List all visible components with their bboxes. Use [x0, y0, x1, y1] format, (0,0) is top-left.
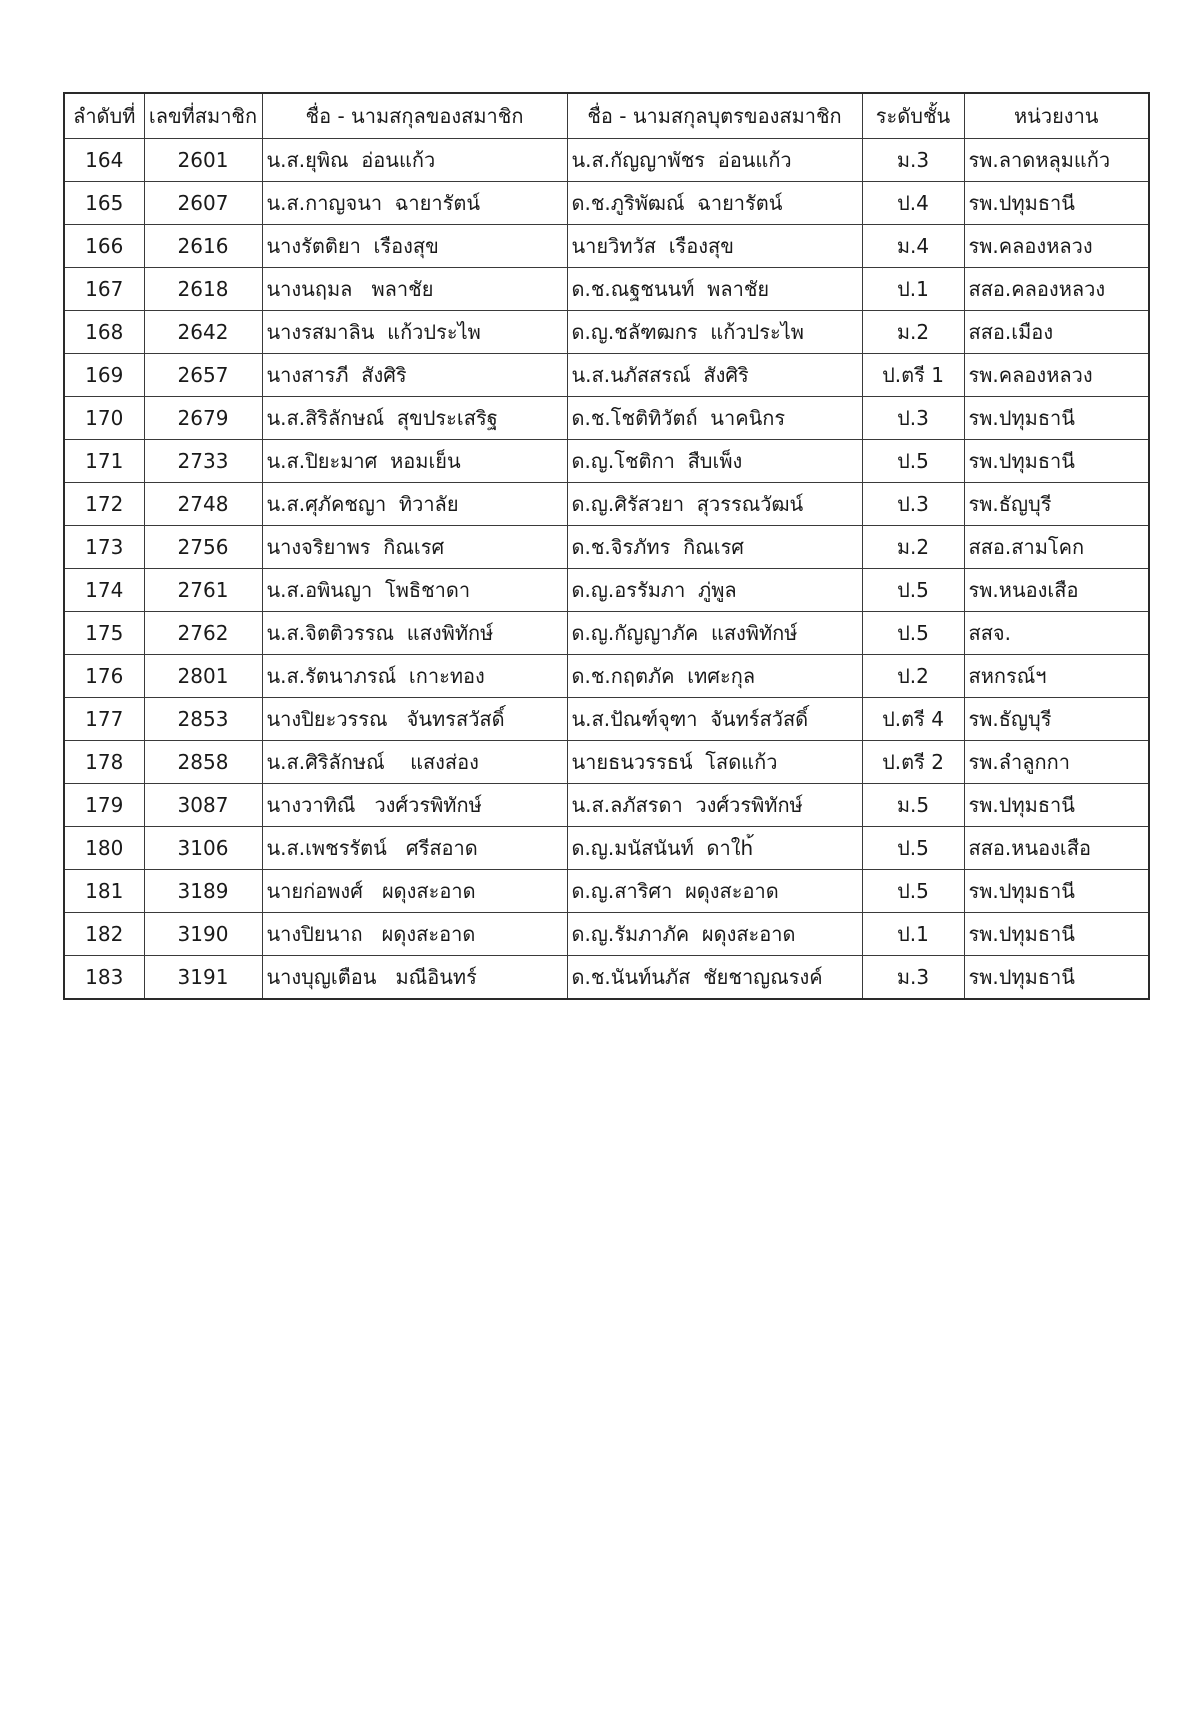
- cell-unit: สสอ.หนองเสือ: [964, 827, 1149, 870]
- table-row: [64, 311, 1149, 354]
- cell-seq: 169: [64, 354, 144, 397]
- cell-seq: 166: [64, 225, 144, 268]
- header-row: [64, 93, 1149, 139]
- cell-unit: รพ.ปทุมธานี: [964, 913, 1149, 956]
- table-row: [64, 913, 1149, 956]
- cell-level: ป.1: [862, 268, 964, 311]
- cell-member-name: น.ส.รัตนาภรณ์ เกาะทอง: [262, 655, 567, 698]
- cell-level: ม.3: [862, 139, 964, 182]
- cell-unit: สสอ.สามโคก: [964, 526, 1149, 569]
- cell-unit: รพ.ปทุมธานี: [964, 870, 1149, 913]
- cell-member-no: 3087: [144, 784, 262, 827]
- cell-seq: 170: [64, 397, 144, 440]
- cell-seq: 180: [64, 827, 144, 870]
- cell-level: ป.ตรี 4: [862, 698, 964, 741]
- cell-unit: รพ.ธัญบุรี: [964, 483, 1149, 526]
- table-row: [64, 225, 1149, 268]
- header-seq: ลำดับที่: [64, 93, 144, 139]
- cell-level: ม.4: [862, 225, 964, 268]
- cell-member-name: น.ส.อพินญา โพธิชาดา: [262, 569, 567, 612]
- cell-member-name: น.ส.สิริลักษณ์ สุขประเสริฐ: [262, 397, 567, 440]
- cell-member-name: น.ส.จิตติวรรณ แสงพิทักษ์: [262, 612, 567, 655]
- cell-level: ป.ตรี 1: [862, 354, 964, 397]
- table-header: [64, 93, 1149, 139]
- cell-member-name: นางบุญเตือน มณีอินทร์: [262, 956, 567, 1000]
- cell-child-name: ด.ช.ณฐชนนท์ พลาชัย: [567, 268, 862, 311]
- table-row: [64, 827, 1149, 870]
- cell-member-no: 2858: [144, 741, 262, 784]
- cell-seq: 175: [64, 612, 144, 655]
- cell-member-no: 2748: [144, 483, 262, 526]
- cell-member-no: 3106: [144, 827, 262, 870]
- cell-seq: 171: [64, 440, 144, 483]
- cell-member-no: 3190: [144, 913, 262, 956]
- cell-member-no: 2607: [144, 182, 262, 225]
- cell-child-name: ด.ช.ภูริพัฒณ์ ฉายารัตน์: [567, 182, 862, 225]
- cell-member-no: 2761: [144, 569, 262, 612]
- table-row: [64, 354, 1149, 397]
- cell-member-name: นางรสมาลิน แก้วประไพ: [262, 311, 567, 354]
- cell-member-no: 2642: [144, 311, 262, 354]
- cell-child-name: ด.ญ.ศิรัสวยา สุวรรณวัฒน์: [567, 483, 862, 526]
- cell-level: ป.3: [862, 397, 964, 440]
- cell-unit: สหกรณ์ฯ: [964, 655, 1149, 698]
- cell-member-no: 2618: [144, 268, 262, 311]
- cell-child-name: น.ส.นภัสสรณ์ สังศิริ: [567, 354, 862, 397]
- cell-child-name: ด.ช.นันท์นภัส ชัยชาญณรงค์: [567, 956, 862, 1000]
- cell-member-no: 2733: [144, 440, 262, 483]
- cell-unit: สสอ.เมือง: [964, 311, 1149, 354]
- cell-unit: รพ.คลองหลวง: [964, 225, 1149, 268]
- table-row: [64, 870, 1149, 913]
- cell-level: ม.5: [862, 784, 964, 827]
- cell-level: ม.2: [862, 311, 964, 354]
- table-row: [64, 440, 1149, 483]
- cell-child-name: น.ส.กัญญาพัชร อ่อนแก้ว: [567, 139, 862, 182]
- cell-member-name: น.ส.กาญจนา ฉายารัตน์: [262, 182, 567, 225]
- cell-child-name: ด.ญ.กัญญาภัค แสงพิทักษ์: [567, 612, 862, 655]
- cell-seq: 176: [64, 655, 144, 698]
- cell-level: ป.1: [862, 913, 964, 956]
- cell-seq: 177: [64, 698, 144, 741]
- cell-member-name: น.ส.เพชรรัตน์ ศรีสอาด: [262, 827, 567, 870]
- cell-member-name: นางปิยะวรรณ จันทรสวัสดิ์: [262, 698, 567, 741]
- cell-unit: รพ.ธัญบุรี: [964, 698, 1149, 741]
- cell-unit: รพ.หนองเสือ: [964, 569, 1149, 612]
- cell-level: ป.ตรี 2: [862, 741, 964, 784]
- cell-member-name: นางรัตติยา เรืองสุข: [262, 225, 567, 268]
- cell-child-name: ด.ช.กฤตภัค เทศะกุล: [567, 655, 862, 698]
- cell-child-name: ด.ญ.สาริศา ผดุงสะอาด: [567, 870, 862, 913]
- cell-child-name: นายธนวรรธน์ โสดแก้ว: [567, 741, 862, 784]
- cell-level: ป.5: [862, 612, 964, 655]
- cell-seq: 172: [64, 483, 144, 526]
- table-row: [64, 268, 1149, 311]
- cell-child-name: ด.ช.โชติทิวัตถ์ นาคนิกร: [567, 397, 862, 440]
- cell-seq: 168: [64, 311, 144, 354]
- cell-child-name: น.ส.ปัณฑ์จุฑา จันทร์สวัสดิ์: [567, 698, 862, 741]
- cell-unit: รพ.ปทุมธานี: [964, 956, 1149, 1000]
- table-row: [64, 612, 1149, 655]
- cell-child-name: ด.ช.จิรภัทร กิณเรศ: [567, 526, 862, 569]
- cell-level: ป.3: [862, 483, 964, 526]
- cell-unit: รพ.ปทุมธานี: [964, 397, 1149, 440]
- cell-member-no: 2853: [144, 698, 262, 741]
- cell-level: ป.4: [862, 182, 964, 225]
- header-member-name: ชื่อ - นามสกุลของสมาชิก: [262, 93, 567, 139]
- cell-member-name: นางจริยาพร กิณเรศ: [262, 526, 567, 569]
- header-unit: หน่วยงาน: [964, 93, 1149, 139]
- cell-unit: รพ.ปทุมธานี: [964, 784, 1149, 827]
- table-row: [64, 698, 1149, 741]
- table-row: [64, 397, 1149, 440]
- header-child-name: ชื่อ - นามสกุลบุตรของสมาชิก: [567, 93, 862, 139]
- header-member-no: เลขที่สมาชิก: [144, 93, 262, 139]
- cell-unit: รพ.ลำลูกกา: [964, 741, 1149, 784]
- table-row: [64, 956, 1149, 1000]
- cell-seq: 179: [64, 784, 144, 827]
- cell-member-name: น.ส.ปิยะมาศ หอมเย็น: [262, 440, 567, 483]
- cell-member-no: 2601: [144, 139, 262, 182]
- cell-unit: รพ.ปทุมธานี: [964, 440, 1149, 483]
- cell-member-no: 2657: [144, 354, 262, 397]
- table-row: [64, 569, 1149, 612]
- cell-child-name: ด.ญ.มนัสนันท์ ดาใh้: [567, 827, 862, 870]
- cell-level: ป.5: [862, 440, 964, 483]
- cell-level: ม.2: [862, 526, 964, 569]
- header-level: ระดับชั้น: [862, 93, 964, 139]
- cell-seq: 178: [64, 741, 144, 784]
- cell-child-name: ด.ญ.ชลัฑฒกร แก้วประไพ: [567, 311, 862, 354]
- cell-level: ป.5: [862, 827, 964, 870]
- cell-member-name: นางปิยนาถ ผดุงสะอาด: [262, 913, 567, 956]
- table-row: [64, 526, 1149, 569]
- cell-member-no: 2756: [144, 526, 262, 569]
- cell-member-no: 3191: [144, 956, 262, 1000]
- cell-child-name: น.ส.ลภัสรดา วงศ์วรพิทักษ์: [567, 784, 862, 827]
- cell-member-no: 3189: [144, 870, 262, 913]
- table-row: [64, 741, 1149, 784]
- cell-child-name: ด.ญ.อรรัมภา ภู่พูล: [567, 569, 862, 612]
- cell-seq: 174: [64, 569, 144, 612]
- cell-member-name: น.ส.ศิริลักษณ์ แสงส่อง: [262, 741, 567, 784]
- cell-member-no: 2679: [144, 397, 262, 440]
- member-table-container: [63, 92, 1148, 1000]
- cell-level: ป.5: [862, 870, 964, 913]
- cell-member-name: นายก่อพงศ์ ผดุงสะอาด: [262, 870, 567, 913]
- cell-member-no: 2762: [144, 612, 262, 655]
- member-children-table: [63, 92, 1150, 1000]
- table-row: [64, 182, 1149, 225]
- cell-member-name: น.ส.ศุภัคชญา ทิวาลัย: [262, 483, 567, 526]
- cell-member-name: นางสารภี สังศิริ: [262, 354, 567, 397]
- cell-child-name: ด.ญ.โชติกา สืบเพ็ง: [567, 440, 862, 483]
- cell-member-name: น.ส.ยุพิณ อ่อนแก้ว: [262, 139, 567, 182]
- cell-unit: รพ.คลองหลวง: [964, 354, 1149, 397]
- cell-unit: รพ.ปทุมธานี: [964, 182, 1149, 225]
- table-row: [64, 483, 1149, 526]
- cell-child-name: นายวิทวัส เรืองสุข: [567, 225, 862, 268]
- table-body: [64, 139, 1149, 1000]
- cell-seq: 183: [64, 956, 144, 1000]
- cell-seq: 181: [64, 870, 144, 913]
- cell-member-name: นางวาทิณี วงศ์วรพิทักษ์: [262, 784, 567, 827]
- cell-seq: 173: [64, 526, 144, 569]
- cell-seq: 167: [64, 268, 144, 311]
- cell-level: ม.3: [862, 956, 964, 1000]
- cell-child-name: ด.ญ.รัมภาภัค ผดุงสะอาด: [567, 913, 862, 956]
- cell-seq: 164: [64, 139, 144, 182]
- table-row: [64, 784, 1149, 827]
- cell-member-no: 2616: [144, 225, 262, 268]
- cell-member-no: 2801: [144, 655, 262, 698]
- cell-level: ป.2: [862, 655, 964, 698]
- table-row: [64, 139, 1149, 182]
- cell-seq: 182: [64, 913, 144, 956]
- cell-unit: รพ.ลาดหลุมแก้ว: [964, 139, 1149, 182]
- cell-member-name: นางนฤมล พลาชัย: [262, 268, 567, 311]
- table-row: [64, 655, 1149, 698]
- cell-seq: 165: [64, 182, 144, 225]
- cell-level: ป.5: [862, 569, 964, 612]
- cell-unit: สสอ.คลองหลวง: [964, 268, 1149, 311]
- cell-unit: สสจ.: [964, 612, 1149, 655]
